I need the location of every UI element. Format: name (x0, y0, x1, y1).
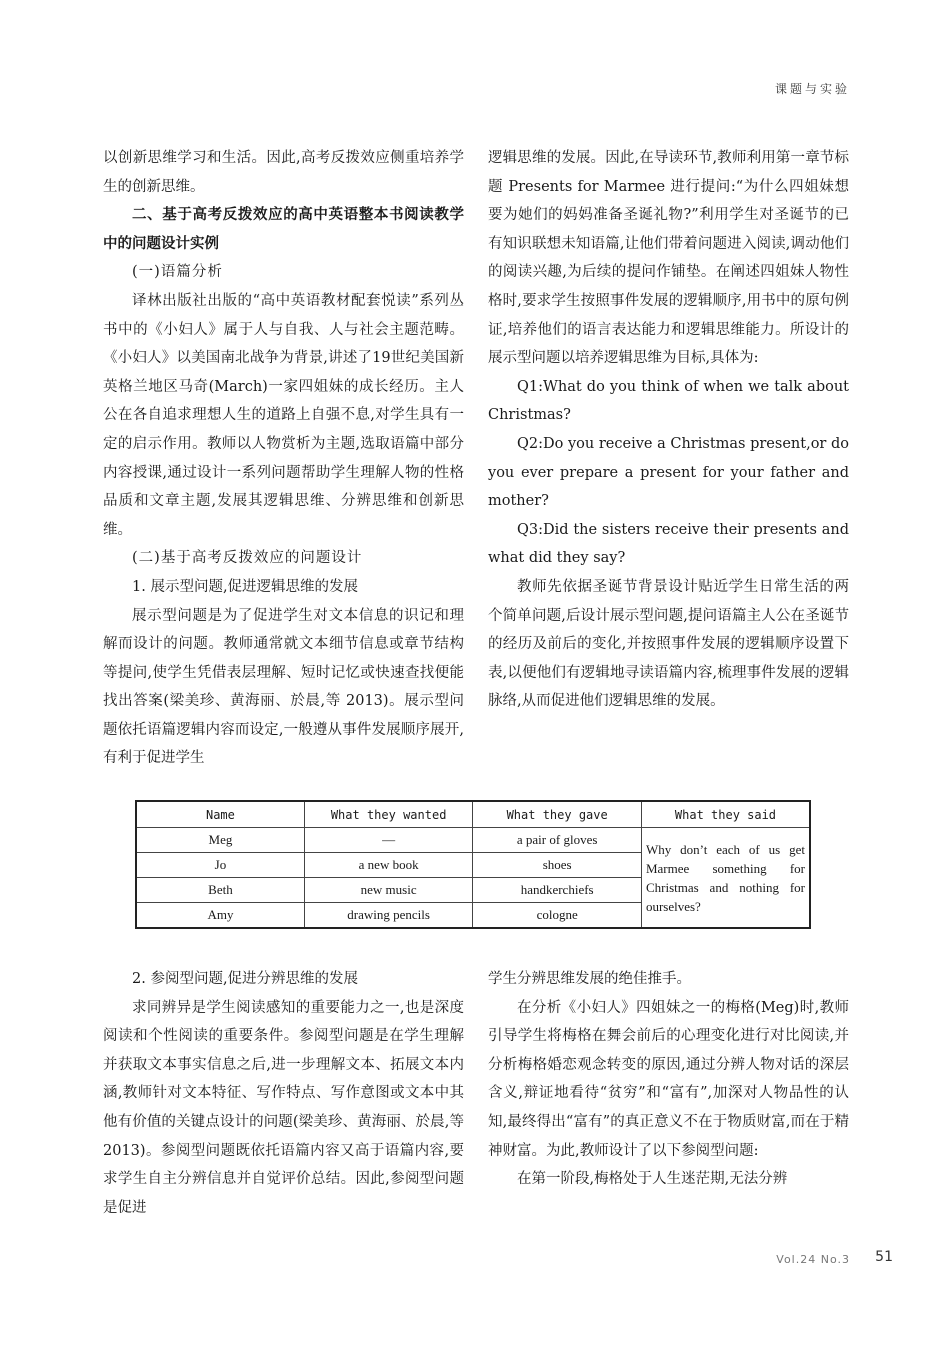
cell-said: Why don’t each of us get Marmee something for Christmas and nothing for ourselves? (641, 828, 810, 929)
cell-wanted: drawing pencils (304, 903, 472, 929)
sub-subsection-heading: 2. 参阅型问题,促进分辨思维的发展 (132, 971, 359, 987)
cell-wanted: a new book (304, 853, 472, 878)
running-head: 课题与实验 (774, 82, 850, 96)
cell-name: Meg (136, 828, 304, 853)
table-header-row (136, 801, 810, 828)
cell-name: Jo (136, 853, 304, 878)
cell-wanted: new music (304, 878, 472, 903)
sub-subsection-heading: 1. 展示型问题,促进逻辑思维的发展 (132, 578, 359, 595)
header-said: What they said (641, 801, 810, 828)
page-number: 51 (875, 1249, 893, 1265)
cell-gave: shoes (473, 853, 642, 878)
left-column-bottom (103, 965, 464, 1222)
right-column-bottom (488, 965, 849, 1194)
cell-name: Beth (136, 878, 304, 903)
question-q1: Q1:What do you think of when we talk about Christmas? (488, 378, 849, 424)
table-row (136, 828, 810, 853)
cell-wanted: — (304, 828, 472, 853)
paragraph: 求同辨异是学生阅读感知的重要能力之一,也是深度阅读和个性阅读的重要条件。参阅型问题是在学生理解并获取文本事实信息之后,进一步理解文本、拓展文本内涵,教师针对文本特征、写作特点、写作意图或文本中其他有价值的关键点设计的问题(梁美珍、黄海丽、於晨,等 2013)。参阅型问题既依托语篇内容又高于语篇内容,要求学生自主分辨信息并自觉评价总结。因此,参阅型问题是促进 (103, 999, 464, 1216)
paragraph: 译林出版社出版的“高中英语教材配套悦读”系列丛书中的《小妇人》属于人与自我、人与社会主题范畴。《小妇人》以美国南北战争为背景,讲述了19世纪美国新英格兰地区马奇(March)一家四姐妹的成长经历。主人公在各自追求理想人生的道路上自强不息,对学生具有一定的启示作用。教师以人物赏析为主题,选取语篇中部分内容授课,通过设计一系列问题帮助学生理解人物的性格品质和文章主题,发展其逻辑思维、分辨思维和创新思维。 (103, 292, 464, 538)
paragraph: 教师先依据圣诞节背景设计贴近学生日常生活的两个简单问题,后设计展示型问题,提问语篇主人公在圣诞节的经历及前后的变化,并按照事件发展的逻辑顺序设置下表,以便他们有逻辑地寻读语篇内容,梳理事件发展的逻辑脉络,从而促进他们逻辑思维的发展。 (488, 578, 849, 710)
subsection-heading: (二)基于高考反拨效应的问题设计 (132, 550, 363, 567)
cell-gave: a pair of gloves (473, 828, 642, 853)
subsection-heading: (一)语篇分析 (132, 264, 223, 281)
paragraph: 学生分辨思维发展的绝佳推手。 (488, 971, 691, 987)
paragraph: 逻辑思维的发展。因此,在导读环节,教师利用第一章节标题 Presents for Marmee 进行提问:“为什么四姐妹想要为她们的妈妈准备圣诞礼物?”利用学生对圣诞节的已有知识联想未知语篇,让他们带着问题进入阅读,调动他们的阅读兴趣,为后续的提问作铺垫。在阐述四姐妹人物性格时,要求学生按照事件发展的逻辑顺序,用书中的原句例证,培养他们的语言表达能力和逻辑思维能力。所设计的展示型问题以培养逻辑思维为目标,具体为: (488, 150, 849, 367)
question-q3: Q3:Did the sisters receive their presents and what did they say? (488, 521, 849, 567)
left-column-top (103, 144, 464, 773)
volume-label: Vol.24 No.3 (776, 1253, 850, 1266)
cell-name: Amy (136, 903, 304, 929)
right-column-top (488, 144, 849, 716)
cell-gave: handkerchiefs (473, 878, 642, 903)
header-wanted: What they wanted (304, 801, 472, 828)
paragraph: 在分析《小妇人》四姐妹之一的梅格(Meg)时,教师引导学生将梅格在舞会前后的心理变化进行对比阅读,并分析梅格婚恋观念转变的原因,通过分辨人物对话的深层含义,辩证地看待“贫穷”和“富有”,加深对人物品性的认知,最终得出“富有”的真正意义不在于物质财富,而在于精神财富。为此,教师设计了以下参阅型问题: (488, 999, 849, 1159)
header-gave: What they gave (473, 801, 642, 828)
presents-table (135, 800, 811, 929)
paragraph: 在第一阶段,梅格处于人生迷茫期,无法分辨 (517, 1171, 788, 1188)
cell-gave: cologne (473, 903, 642, 929)
paragraph: 以创新思维学习和生活。因此,高考反拨效应侧重培养学生的创新思维。 (103, 150, 464, 195)
question-q2: Q2:Do you receive a Christmas present,or do you ever prepare a present for your father and mother? (488, 435, 849, 510)
paragraph: 展示型问题是为了促进学生对文本信息的识记和理解而设计的问题。教师通常就文本细节信息或章节结构等提问,使学生凭借表层理解、短时记忆或快速查找便能找出答案(梁美珍、黄海丽、於晨,等 2013)。展示型问题依托语篇逻辑内容而设定,一般遵从事件发展顺序展开,有利于促进学生 (103, 607, 464, 767)
header-name: Name (136, 801, 304, 828)
section-heading: 二、基于高考反拨效应的高中英语整本书阅读教学中的问题设计实例 (103, 206, 464, 252)
